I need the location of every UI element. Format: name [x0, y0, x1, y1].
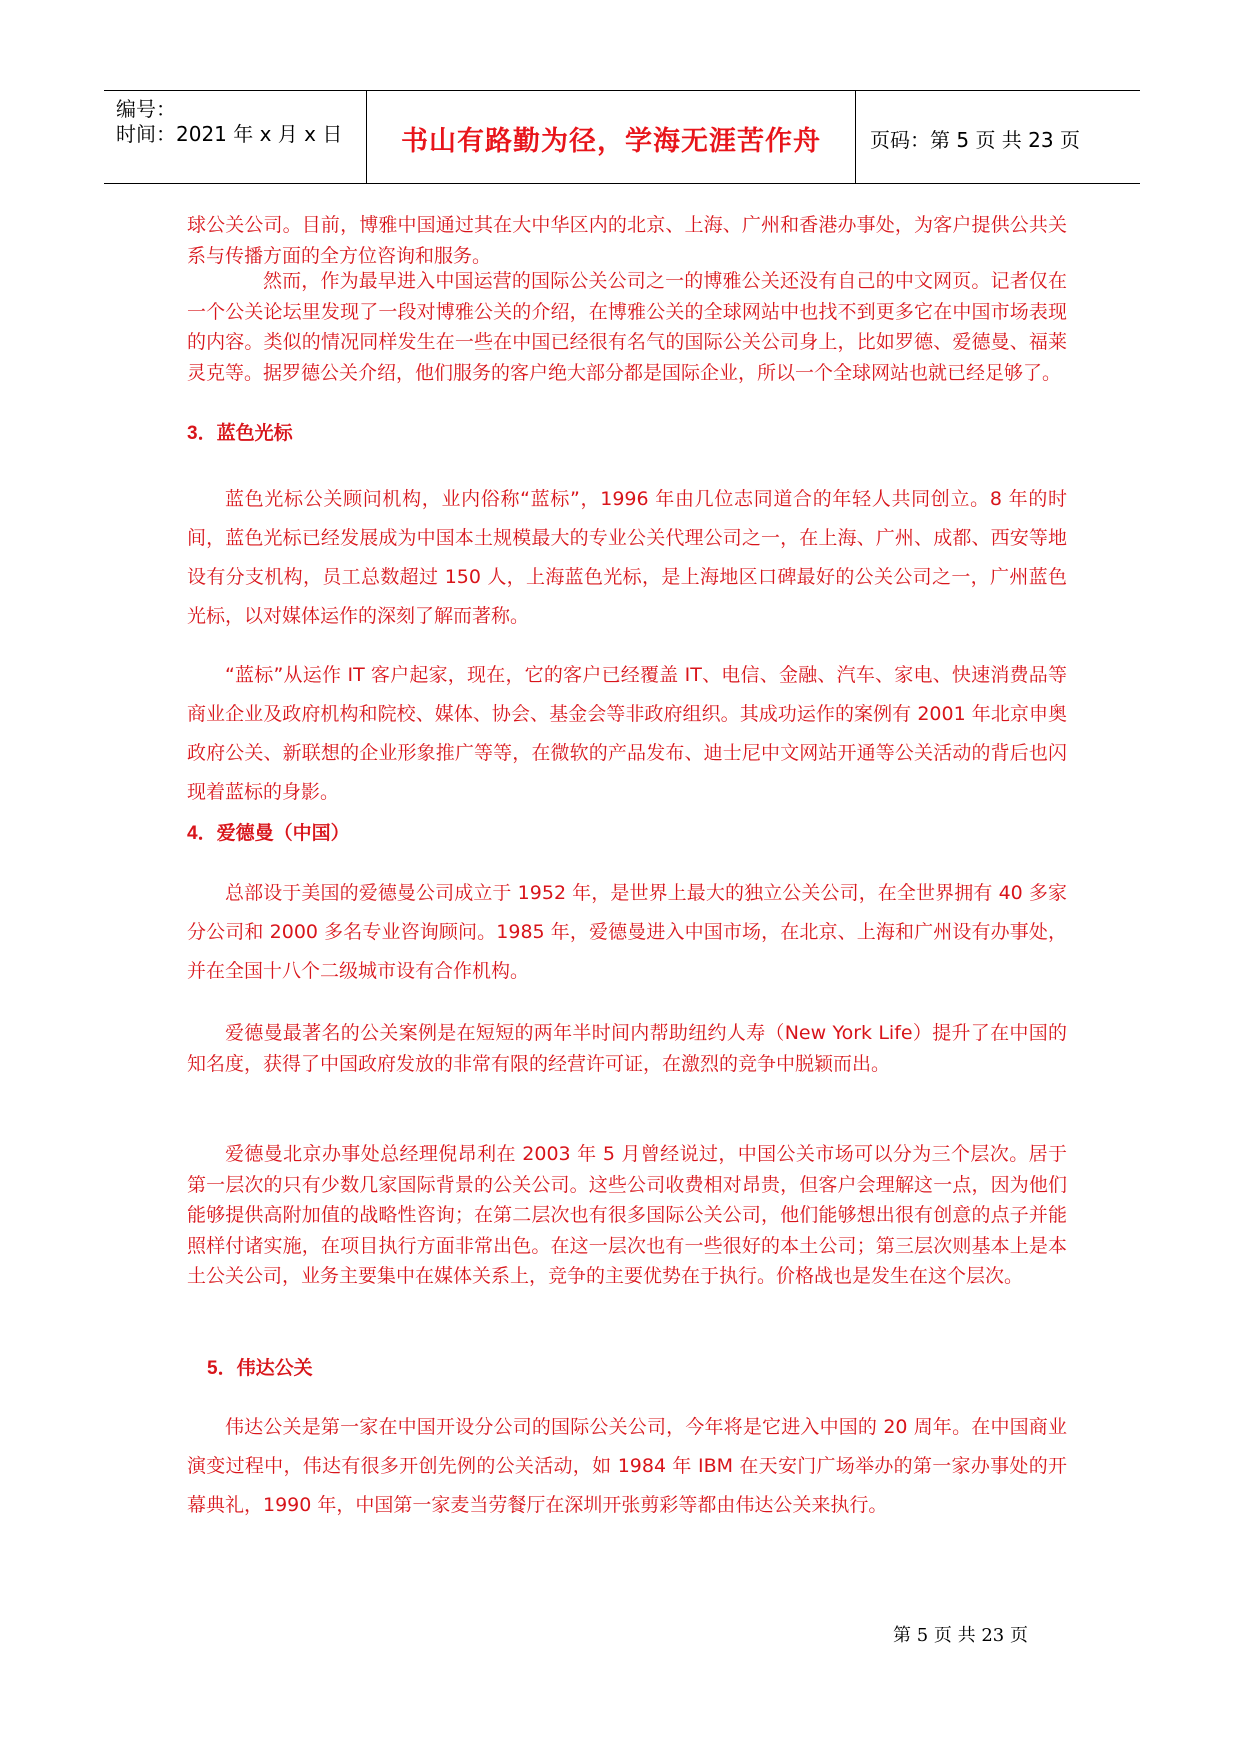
paragraph: 爱德曼最著名的公关案例是在短短的两年半时间内帮助纽约人寿（New York Life）提升了在中国的知名度，获得了中国政府发放的非常有限的经营许可证，在激烈的竞争中脱颖而出。 [187, 1022, 1067, 1075]
header-motto: 书山有路勤为径，学海无涯苦作舟 [401, 126, 821, 157]
paragraph-3-block [187, 480, 1067, 636]
paragraph-6-block [187, 1018, 1067, 1079]
paragraph-4-block [187, 656, 1067, 812]
page-footer-number: 第 5 页 共 23 页 [893, 1625, 1028, 1646]
section-heading: 4．爱德曼（中国） [187, 823, 350, 844]
section-heading: 3．蓝色光标 [187, 423, 293, 444]
paragraph: 球公关公司。目前，博雅中国通过其在大中华区内的北京、上海、广州和香港办事处，为客户提供公共关系与传播方面的全方位咨询和服务。 [187, 214, 1067, 267]
paragraph: 爱德曼北京办事处总经理倪昂利在 2003 年 5 月曾经说过，中国公关市场可以分为三个层次。居于第一层次的只有少数几家国际背景的公关公司。这些公司收费相对昂贵，但客户会理解这一点，因为他们能够提供高附加值的战略性咨询；在第二层次也有很多国际公关公司，他们能够想出很有创意的点子并能照样付诸实施，在项目执行方面非常出色。在这一层次也有一些很好的本土公司；第三层次则基本上是本土公关公司，业务主要集中在媒体关系上，竞争的主要优势在于执行。价格战也是发生在这个层次。 [187, 1143, 1067, 1287]
header-right-cell [856, 91, 1140, 183]
header-middle-cell [367, 91, 856, 183]
paragraph: 总部设于美国的爱德曼公司成立于 1952 年，是世界上最大的独立公关公司，在全世界拥有 40 多家分公司和 2000 多名专业咨询顾问。1985 年，爱德曼进入中国市场，在北京、上海和广州设有办事处，并在全国十八个二级城市设有合作机构。 [187, 882, 1067, 982]
section-4-heading-block [187, 818, 1067, 845]
header-left-cell [104, 91, 367, 183]
paragraph: “蓝标”从运作 IT 客户起家，现在，它的客户已经覆盖 IT、电信、金融、汽车、家电、快速消费品等商业企业及政府机构和院校、媒体、协会、基金会等非政府组织。其成功运作的案例有 2001 年北京申奥政府公关、新联想的企业形象推广等等，在微软的产品发布、迪士尼中文网站开通等公关活动的背后也闪现着蓝标的身影。 [187, 664, 1067, 803]
page-header [104, 90, 1140, 184]
paragraph-7-block [187, 1139, 1067, 1292]
paragraph: 蓝色光标公关顾问机构，业内俗称“蓝标”，1996 年由几位志同道合的年轻人共同创立。8 年的时间，蓝色光标已经发展成为中国本土规模最大的专业公关代理公司之一，在上海、广州、成都、西安等地设有分支机构，员工总数超过 150 人，上海蓝色光标，是上海地区口碑最好的公关公司之一，广州蓝色光标，以对媒体运作的深刻了解而著称。 [187, 488, 1067, 627]
section-5-heading-block [187, 1353, 1067, 1380]
paragraph-1-block [187, 210, 1067, 271]
header-page-label: 页码：第 5 页 共 23 页 [870, 128, 1080, 152]
paragraph-8-block [187, 1408, 1067, 1525]
document-code-label: 编号： [116, 97, 176, 121]
section-3-heading-block [187, 418, 1067, 445]
paragraph-5-block [187, 874, 1067, 991]
paragraph: 伟达公关是第一家在中国开设分公司的国际公关公司，今年将是它进入中国的 20 周年。在中国商业演变过程中，伟达有很多开创先例的公关活动，如 1984 年 IBM 在天安门广场举办的第一家办事处的开幕典礼，1990 年，中国第一家麦当劳餐厅在深圳开张剪彩等都由伟达公关来执行。 [187, 1416, 1067, 1516]
paragraph-2-block [187, 266, 1067, 388]
paragraph: 然而，作为最早进入中国运营的国际公关公司之一的博雅公关还没有自己的中文网页。记者仅在一个公关论坛里发现了一段对博雅公关的介绍，在博雅公关的全球网站中也找不到更多它在中国市场表现的内容。类似的情况同样发生在一些在中国已经很有名气的国际公关公司身上，比如罗德、爱德曼、福莱灵克等。据罗德公关介绍，他们服务的客户绝大部分都是国际企业，所以一个全球网站也就已经足够了。 [187, 270, 1067, 384]
section-heading: 5．伟达公关 [207, 1358, 313, 1379]
document-time-label: 时间：2021 年 x 月 x 日 [116, 122, 343, 146]
